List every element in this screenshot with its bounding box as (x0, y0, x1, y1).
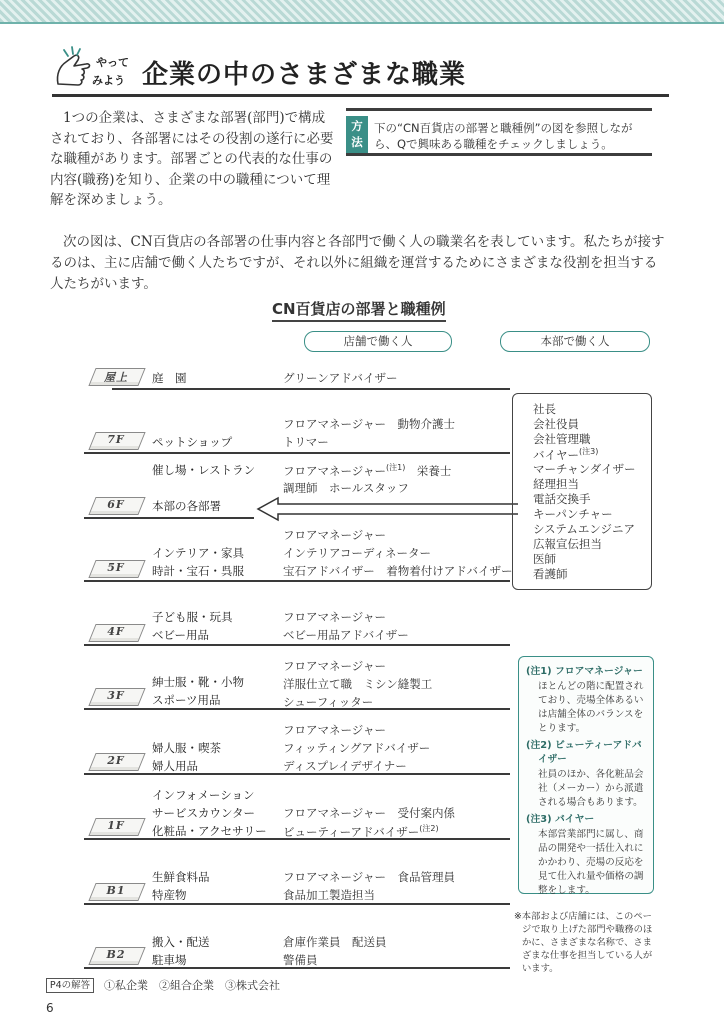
note3-line: かかわり、売場の反応を (538, 857, 644, 868)
job-6f-line1 (283, 462, 451, 479)
job-3f-line3: シューフィッター (283, 695, 374, 709)
note3-title: (注3) バイヤー (526, 814, 595, 825)
note2-title: (注2) ビューティーアドバ (526, 740, 642, 751)
job-1f-line2 (283, 823, 439, 840)
dept-watch-jewelry: 時計・宝石・呉服 (152, 564, 244, 578)
diagram-title: CN百貨店の部署と職種例 (272, 298, 446, 322)
job-4f-line2: ベビー用品アドバイザー (283, 628, 409, 642)
note3-line: 本部営業部門に属し、商 (538, 829, 644, 840)
hq-job-accounting: 経理担当 (533, 477, 579, 491)
job-6f-nutritionist: 栄養士 (405, 463, 452, 478)
dept-hq-departments: 本部の各部署 (152, 499, 221, 513)
floor-line-6f (84, 517, 254, 519)
method-tag-line2: 法 (351, 135, 363, 149)
method-text: 下の“CN百貨店の部署と職種例”の図を参照しながら、Qで興味ある職種をチェックしましょう。 (374, 121, 633, 151)
dept-fresh-food: 生鮮食料品 (152, 870, 210, 884)
footnote-line: ※本部および店舗には、このペー (514, 911, 652, 922)
job-1f-line1: フロアマネージャー 受付案内係 (283, 806, 456, 820)
note1-line: とります。 (538, 723, 586, 734)
answer-text: ①私企業 ②組合企業 ③株式会社 (104, 979, 280, 992)
dept-sports: スポーツ用品 (152, 693, 221, 707)
job-3f-line1: フロアマネージャー (283, 659, 387, 673)
job-4f-line1: フロアマネージャー (283, 610, 387, 624)
job-7f-line1: フロアマネージャー 動物介護士 (283, 417, 456, 431)
hq-job-manager: 会社管理職 (533, 432, 591, 446)
job-b1-line2: 食品加工製造担当 (283, 888, 375, 902)
hq-arrow-icon (256, 496, 518, 522)
job-2f-line2: フィッティングアドバイザー (283, 741, 431, 755)
note3-marker: (注3) (579, 447, 599, 456)
note2-line: 社員のほか、各化粧品会 (538, 769, 644, 780)
method-box-bottom-rule (346, 153, 652, 156)
floor-badge-b1-label: B1 (106, 884, 126, 897)
note1-line: ており、売場全体あるい (538, 695, 644, 706)
floor-line-4f (84, 644, 510, 646)
job-3f-line2: 洋服仕立て職 ミシン縫製工 (283, 677, 433, 691)
dept-information: インフォメーション (152, 788, 255, 802)
note2-title-cont: イザー (538, 754, 567, 765)
dept-interior-furniture: インテリア・家具 (152, 546, 244, 560)
dept-local-products: 特産物 (152, 888, 187, 902)
note3-line: 整をします。 (538, 885, 595, 896)
pointing-hand-icon (52, 44, 138, 92)
dept-womens-cafe: 婦人服・喫茶 (152, 741, 221, 755)
job-b1-line1: フロアマネージャー 食品管理員 (283, 870, 456, 884)
floor-badge-5f-label: 5F (107, 561, 125, 574)
dept-mens: 紳士服・靴・小物 (152, 675, 244, 689)
page-title: 企業の中のさまざまな職業 (142, 60, 467, 90)
note2-line: される場合もあります。 (538, 797, 643, 808)
method-tag (346, 116, 368, 154)
diagram-intro-paragraph: 次の図は、CN百貨店の各部署の仕事内容と各部門で働く人の職業名を表しています。私たちが接するのは、主に店舗で働く人たちですが、それ以外に組織を運営するためにさまざまな役割を担当する人たちがいます。 (50, 234, 665, 292)
hq-job-merchandiser: マーチャンダイザー (533, 462, 636, 476)
hq-job-executive: 会社役員 (533, 417, 579, 431)
badge-bottom-text: みよう (92, 74, 125, 87)
job-2f-line1: フロアマネージャー (283, 723, 387, 737)
note1-line: ほとんどの階に配置され (538, 681, 644, 692)
job-2f-line3: ディスプレイデザイナー (283, 759, 407, 773)
job-6f-line2: 調理師 ホールスタッフ (283, 481, 409, 495)
answer-tag: P4の解答 (46, 978, 94, 993)
dept-womens-goods: 婦人用品 (152, 759, 198, 773)
hq-workers-label: 本部で働く人 (500, 331, 650, 352)
dept-garden: 庭 園 (152, 371, 187, 385)
top-decorative-band (0, 0, 724, 22)
note1-line: は店舗全体のバランスを (538, 709, 644, 720)
dept-delivery: 搬入・配送 (152, 935, 210, 949)
floor-line-b1 (84, 903, 510, 905)
floor-line-5f (84, 580, 510, 582)
hq-job-keypuncher: キーパンチャー (533, 507, 613, 521)
floor-badge-roof-label: 屋上 (104, 371, 128, 384)
badge-top-text: やって (96, 56, 129, 69)
intro-paragraph: 1つの企業は、さまざまな部署(部門)で構成されており、各部署にはその役割の遂行に必要な職種があります。部署ごとの代表的な仕事の内容(職務)を知り、企業の中の職種について理解を深めましょう。 (50, 110, 334, 208)
note2-marker: (注2) (419, 824, 439, 833)
footnote-line: かに、さまざまな名称で、さま (522, 937, 652, 948)
method-box-top-rule (346, 108, 652, 111)
dept-event-restaurant: 催し場・レストラン (152, 463, 256, 477)
floor-badge-7f-label: 7F (107, 433, 125, 446)
title-underline (52, 94, 669, 97)
job-7f-line2: トリマー (283, 435, 329, 449)
dept-kids-toys: 子ども服・玩具 (152, 610, 233, 624)
floor-badge-b2-label: B2 (106, 948, 126, 961)
job-6f-floor-manager: フロアマネージャー (283, 463, 387, 478)
top-band-rule (0, 22, 724, 24)
hq-job-buyer: バイヤー (533, 447, 579, 462)
note3-line: 品の開発や一括仕入れに (538, 843, 644, 854)
job-5f-line3: 宝石アドバイザー 着物着付けアドバイザー (283, 564, 513, 578)
footnote-line: います。 (522, 963, 559, 974)
floor-line-7f (84, 452, 510, 454)
hq-job-nurse: 看護師 (533, 567, 568, 581)
floor-line-roof (112, 388, 510, 390)
job-5f-line1: フロアマネージャー (283, 528, 387, 542)
dept-pet-shop: ペットショップ (152, 435, 233, 449)
store-workers-label: 店舗で働く人 (304, 331, 452, 352)
hq-job-president: 社長 (533, 402, 556, 416)
job-5f-line2: インテリアコーディネーター (283, 546, 432, 560)
dept-parking: 駐車場 (152, 953, 187, 967)
floor-badge-6f-label: 6F (107, 498, 125, 511)
hq-job-doctor: 医師 (533, 552, 556, 566)
job-b2-line2: 警備員 (283, 953, 318, 967)
job-b2-line1: 倉庫作業員 配送員 (283, 935, 387, 949)
page-number: 6 (46, 1001, 54, 1015)
floor-badge-1f-label: 1F (107, 819, 125, 832)
floor-badge-2f-label: 2F (107, 754, 125, 767)
hq-job-operator: 電話交換手 (533, 492, 591, 506)
job-green-adviser: グリーンアドバイザー (283, 371, 398, 385)
hq-job-pr: 広報宣伝担当 (533, 537, 602, 551)
note2-line: 社（メーカー）から派遣 (538, 783, 644, 794)
hq-job-system-engineer: システムエンジニア (533, 522, 636, 536)
dept-baby: ベビー用品 (152, 628, 210, 642)
method-tag-line1: 方 (351, 119, 363, 133)
note3-line: 見て仕入れ量や価格の調 (538, 871, 644, 882)
job-beauty-adviser: ビューティーアドバイザー (283, 824, 420, 839)
dept-service-counter: サービスカウンター (152, 806, 256, 820)
footnote-line: ジで取り上げた部門や職務のほ (522, 924, 653, 935)
floor-badge-3f-label: 3F (107, 689, 125, 702)
note1-title: (注1) フロアマネージャー (526, 666, 643, 677)
note1-marker: (注1) (386, 463, 406, 472)
dept-cosmetics: 化粧品・アクセサリー (152, 824, 267, 838)
footnote-line: ざまな仕事を担当している人が (522, 950, 653, 961)
floor-badge-4f-label: 4F (107, 625, 125, 638)
